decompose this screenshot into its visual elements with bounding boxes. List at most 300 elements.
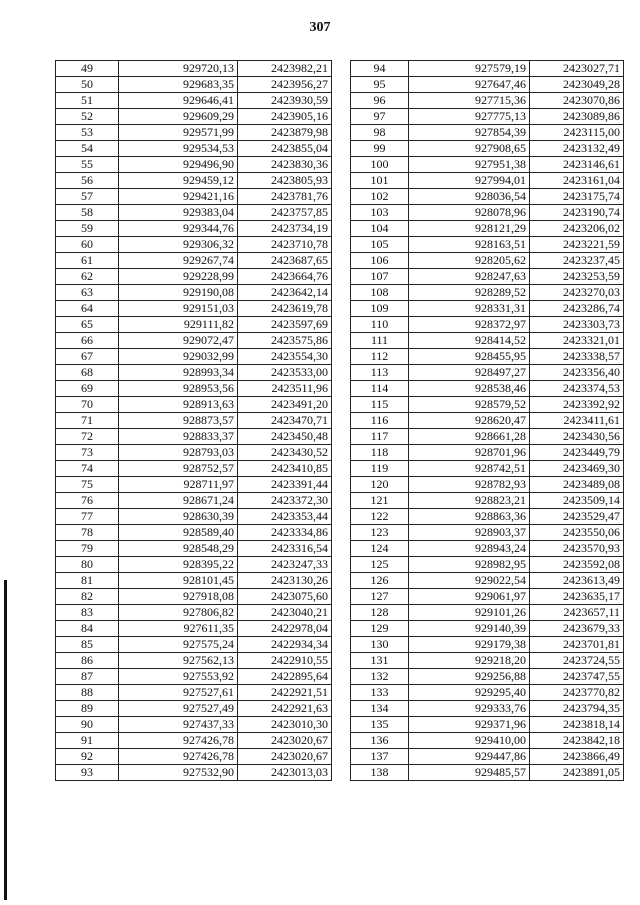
y-coordinate-cell: 2423130,26 <box>238 573 332 589</box>
table-row <box>351 317 624 333</box>
y-coordinate-cell: 2423247,33 <box>238 557 332 573</box>
x-coordinate-cell: 928497,27 <box>409 365 530 381</box>
point-number-cell: 50 <box>56 77 119 93</box>
point-number-cell: 77 <box>56 509 119 525</box>
y-coordinate-cell: 2423550,06 <box>530 525 624 541</box>
x-coordinate-cell: 928121,29 <box>409 221 530 237</box>
table-row <box>56 573 332 589</box>
point-number-cell: 54 <box>56 141 119 157</box>
y-coordinate-cell: 2423509,14 <box>530 493 624 509</box>
table-row <box>351 605 624 621</box>
y-coordinate-cell: 2423470,71 <box>238 413 332 429</box>
point-number-cell: 52 <box>56 109 119 125</box>
table-row <box>351 333 624 349</box>
point-number-cell: 98 <box>351 125 409 141</box>
point-number-cell: 79 <box>56 541 119 557</box>
point-number-cell: 49 <box>56 61 119 77</box>
point-number-cell: 84 <box>56 621 119 637</box>
table-row <box>56 701 332 717</box>
x-coordinate-cell: 928903,37 <box>409 525 530 541</box>
point-number-cell: 123 <box>351 525 409 541</box>
y-coordinate-cell: 2422934,34 <box>238 637 332 653</box>
y-coordinate-cell: 2423491,20 <box>238 397 332 413</box>
x-coordinate-cell: 928548,29 <box>119 541 238 557</box>
table-row <box>56 269 332 285</box>
x-coordinate-cell: 928671,24 <box>119 493 238 509</box>
table-row <box>351 493 624 509</box>
y-coordinate-cell: 2423027,71 <box>530 61 624 77</box>
x-coordinate-cell: 929228,99 <box>119 269 238 285</box>
point-number-cell: 113 <box>351 365 409 381</box>
x-coordinate-cell: 927806,82 <box>119 605 238 621</box>
x-coordinate-cell: 927426,78 <box>119 733 238 749</box>
y-coordinate-cell: 2423115,00 <box>530 125 624 141</box>
point-number-cell: 136 <box>351 733 409 749</box>
table-row <box>56 733 332 749</box>
x-coordinate-cell: 929459,12 <box>119 173 238 189</box>
y-coordinate-cell: 2423190,74 <box>530 205 624 221</box>
x-coordinate-cell: 928414,52 <box>409 333 530 349</box>
y-coordinate-cell: 2423710,78 <box>238 237 332 253</box>
x-coordinate-cell: 927553,92 <box>119 669 238 685</box>
point-number-cell: 73 <box>56 445 119 461</box>
point-number-cell: 108 <box>351 285 409 301</box>
y-coordinate-cell: 2422895,64 <box>238 669 332 685</box>
y-coordinate-cell: 2423592,08 <box>530 557 624 573</box>
x-coordinate-cell: 927647,46 <box>409 77 530 93</box>
table-row <box>56 557 332 573</box>
point-number-cell: 106 <box>351 253 409 269</box>
y-coordinate-cell: 2423356,40 <box>530 365 624 381</box>
point-number-cell: 134 <box>351 701 409 717</box>
table-row <box>56 349 332 365</box>
x-coordinate-cell: 929333,76 <box>409 701 530 717</box>
table-row <box>56 685 332 701</box>
y-coordinate-cell: 2423075,60 <box>238 589 332 605</box>
table-row <box>56 381 332 397</box>
table-row <box>351 157 624 173</box>
y-coordinate-cell: 2423374,53 <box>530 381 624 397</box>
y-coordinate-cell: 2423469,30 <box>530 461 624 477</box>
x-coordinate-cell: 929022,54 <box>409 573 530 589</box>
y-coordinate-cell: 2422921,63 <box>238 701 332 717</box>
y-coordinate-cell: 2423664,76 <box>238 269 332 285</box>
table-row <box>56 493 332 509</box>
table-row <box>351 653 624 669</box>
table-row <box>351 637 624 653</box>
point-number-cell: 61 <box>56 253 119 269</box>
table-row <box>56 237 332 253</box>
y-coordinate-cell: 2423554,30 <box>238 349 332 365</box>
y-coordinate-cell: 2423489,08 <box>530 477 624 493</box>
x-coordinate-cell: 929256,88 <box>409 669 530 685</box>
table-row <box>351 701 624 717</box>
point-number-cell: 67 <box>56 349 119 365</box>
point-number-cell: 126 <box>351 573 409 589</box>
point-number-cell: 87 <box>56 669 119 685</box>
y-coordinate-cell: 2422978,04 <box>238 621 332 637</box>
x-coordinate-cell: 928782,93 <box>409 477 530 493</box>
x-coordinate-cell: 928331,31 <box>409 301 530 317</box>
x-coordinate-cell: 929447,86 <box>409 749 530 765</box>
y-coordinate-cell: 2423303,73 <box>530 317 624 333</box>
y-coordinate-cell: 2423511,96 <box>238 381 332 397</box>
point-number-cell: 56 <box>56 173 119 189</box>
table-row <box>56 173 332 189</box>
table-row <box>56 221 332 237</box>
point-number-cell: 83 <box>56 605 119 621</box>
point-number-cell: 74 <box>56 461 119 477</box>
y-coordinate-cell: 2423270,03 <box>530 285 624 301</box>
table-row <box>351 221 624 237</box>
y-coordinate-cell: 2423237,45 <box>530 253 624 269</box>
y-coordinate-cell: 2423316,54 <box>238 541 332 557</box>
table-row <box>351 125 624 141</box>
x-coordinate-cell: 928036,54 <box>409 189 530 205</box>
y-coordinate-cell: 2423449,79 <box>530 445 624 461</box>
table-row <box>56 93 332 109</box>
x-coordinate-cell: 927527,49 <box>119 701 238 717</box>
y-coordinate-cell: 2423805,93 <box>238 173 332 189</box>
x-coordinate-cell: 927918,08 <box>119 589 238 605</box>
table-row <box>351 509 624 525</box>
x-coordinate-cell: 929421,16 <box>119 189 238 205</box>
x-coordinate-cell: 927562,13 <box>119 653 238 669</box>
y-coordinate-cell: 2423146,61 <box>530 157 624 173</box>
point-number-cell: 57 <box>56 189 119 205</box>
point-number-cell: 99 <box>351 141 409 157</box>
point-number-cell: 137 <box>351 749 409 765</box>
x-coordinate-cell: 928823,21 <box>409 493 530 509</box>
point-number-cell: 85 <box>56 637 119 653</box>
point-number-cell: 51 <box>56 93 119 109</box>
y-coordinate-cell: 2423353,44 <box>238 509 332 525</box>
x-coordinate-cell: 928163,51 <box>409 237 530 253</box>
x-coordinate-cell: 929295,40 <box>409 685 530 701</box>
table-row <box>56 285 332 301</box>
point-number-cell: 58 <box>56 205 119 221</box>
point-number-cell: 53 <box>56 125 119 141</box>
x-coordinate-cell: 928579,52 <box>409 397 530 413</box>
x-coordinate-cell: 929306,32 <box>119 237 238 253</box>
y-coordinate-cell: 2423089,86 <box>530 109 624 125</box>
table-row <box>351 205 624 221</box>
table-row <box>351 397 624 413</box>
x-coordinate-cell: 929101,26 <box>409 605 530 621</box>
table-row <box>351 77 624 93</box>
point-number-cell: 121 <box>351 493 409 509</box>
x-coordinate-cell: 928078,96 <box>409 205 530 221</box>
y-coordinate-cell: 2423747,55 <box>530 669 624 685</box>
table-row <box>351 93 624 109</box>
x-coordinate-cell: 929032,99 <box>119 349 238 365</box>
y-coordinate-cell: 2423040,21 <box>238 605 332 621</box>
table-row <box>351 461 624 477</box>
point-number-cell: 90 <box>56 717 119 733</box>
table-row <box>56 157 332 173</box>
table-row <box>351 109 624 125</box>
table-row <box>351 189 624 205</box>
x-coordinate-cell: 928993,34 <box>119 365 238 381</box>
point-number-cell: 66 <box>56 333 119 349</box>
table-row <box>56 637 332 653</box>
point-number-cell: 78 <box>56 525 119 541</box>
point-number-cell: 129 <box>351 621 409 637</box>
y-coordinate-cell: 2423597,69 <box>238 317 332 333</box>
table-row <box>56 477 332 493</box>
table-row <box>351 445 624 461</box>
point-number-cell: 119 <box>351 461 409 477</box>
y-coordinate-cell: 2423132,49 <box>530 141 624 157</box>
table-row <box>351 365 624 381</box>
table-row <box>56 765 332 781</box>
y-coordinate-cell: 2423701,81 <box>530 637 624 653</box>
y-coordinate-cell: 2423338,57 <box>530 349 624 365</box>
point-number-cell: 102 <box>351 189 409 205</box>
table-row <box>56 141 332 157</box>
x-coordinate-cell: 929218,20 <box>409 653 530 669</box>
table-row <box>351 573 624 589</box>
table-row <box>56 717 332 733</box>
x-coordinate-cell: 929534,53 <box>119 141 238 157</box>
x-coordinate-cell: 927715,36 <box>409 93 530 109</box>
point-number-cell: 128 <box>351 605 409 621</box>
table-row <box>56 413 332 429</box>
point-number-cell: 70 <box>56 397 119 413</box>
table-row <box>56 109 332 125</box>
table-row <box>56 429 332 445</box>
x-coordinate-cell: 928742,51 <box>409 461 530 477</box>
point-number-cell: 64 <box>56 301 119 317</box>
y-coordinate-cell: 2423891,05 <box>530 765 624 781</box>
point-number-cell: 114 <box>351 381 409 397</box>
y-coordinate-cell: 2423855,04 <box>238 141 332 157</box>
point-number-cell: 127 <box>351 589 409 605</box>
x-coordinate-cell: 927527,61 <box>119 685 238 701</box>
x-coordinate-cell: 927437,33 <box>119 717 238 733</box>
table-row <box>351 381 624 397</box>
y-coordinate-cell: 2423410,85 <box>238 461 332 477</box>
point-number-cell: 97 <box>351 109 409 125</box>
y-coordinate-cell: 2423930,59 <box>238 93 332 109</box>
y-coordinate-cell: 2423642,14 <box>238 285 332 301</box>
y-coordinate-cell: 2423049,28 <box>530 77 624 93</box>
x-coordinate-cell: 929151,03 <box>119 301 238 317</box>
x-coordinate-cell: 927575,24 <box>119 637 238 653</box>
table-row <box>56 605 332 621</box>
x-coordinate-cell: 928833,37 <box>119 429 238 445</box>
table-row <box>56 205 332 221</box>
y-coordinate-cell: 2423982,21 <box>238 61 332 77</box>
y-coordinate-cell: 2423321,01 <box>530 333 624 349</box>
x-coordinate-cell: 929344,76 <box>119 221 238 237</box>
x-coordinate-cell: 929496,90 <box>119 157 238 173</box>
x-coordinate-cell: 927579,19 <box>409 61 530 77</box>
table-row <box>56 365 332 381</box>
table-row <box>56 77 332 93</box>
y-coordinate-cell: 2423842,18 <box>530 733 624 749</box>
table-row <box>351 269 624 285</box>
table-row <box>351 141 624 157</box>
table-row <box>351 429 624 445</box>
y-coordinate-cell: 2423533,00 <box>238 365 332 381</box>
y-coordinate-cell: 2423391,44 <box>238 477 332 493</box>
x-coordinate-cell: 929720,13 <box>119 61 238 77</box>
y-coordinate-cell: 2423613,49 <box>530 573 624 589</box>
point-number-cell: 135 <box>351 717 409 733</box>
y-coordinate-cell: 2423020,67 <box>238 749 332 765</box>
point-number-cell: 59 <box>56 221 119 237</box>
x-coordinate-cell: 928538,46 <box>409 381 530 397</box>
point-number-cell: 69 <box>56 381 119 397</box>
point-number-cell: 76 <box>56 493 119 509</box>
table-row <box>351 541 624 557</box>
table-row <box>56 397 332 413</box>
y-coordinate-cell: 2423411,61 <box>530 413 624 429</box>
table-row <box>351 717 624 733</box>
x-coordinate-cell: 929371,96 <box>409 717 530 733</box>
x-coordinate-cell: 928455,95 <box>409 349 530 365</box>
y-coordinate-cell: 2423010,30 <box>238 717 332 733</box>
y-coordinate-cell: 2422921,51 <box>238 685 332 701</box>
point-number-cell: 130 <box>351 637 409 653</box>
point-number-cell: 133 <box>351 685 409 701</box>
table-row <box>351 557 624 573</box>
table-row <box>56 189 332 205</box>
point-number-cell: 103 <box>351 205 409 221</box>
y-coordinate-cell: 2423070,86 <box>530 93 624 109</box>
y-coordinate-cell: 2423392,92 <box>530 397 624 413</box>
x-coordinate-cell: 929061,97 <box>409 589 530 605</box>
table-row <box>56 317 332 333</box>
table-row <box>351 749 624 765</box>
table-row <box>351 765 624 781</box>
table-row <box>56 509 332 525</box>
y-coordinate-cell: 2423724,55 <box>530 653 624 669</box>
y-coordinate-cell: 2423430,56 <box>530 429 624 445</box>
y-coordinate-cell: 2423635,17 <box>530 589 624 605</box>
table-row <box>351 525 624 541</box>
y-coordinate-cell: 2423619,78 <box>238 301 332 317</box>
x-coordinate-cell: 929179,38 <box>409 637 530 653</box>
x-coordinate-cell: 928289,52 <box>409 285 530 301</box>
table-row <box>56 333 332 349</box>
table-row <box>351 685 624 701</box>
y-coordinate-cell: 2423529,47 <box>530 509 624 525</box>
table-row <box>56 445 332 461</box>
table-row <box>351 173 624 189</box>
y-coordinate-cell: 2423956,27 <box>238 77 332 93</box>
y-coordinate-cell: 2423206,02 <box>530 221 624 237</box>
point-number-cell: 111 <box>351 333 409 349</box>
y-coordinate-cell: 2423450,48 <box>238 429 332 445</box>
point-number-cell: 138 <box>351 765 409 781</box>
x-coordinate-cell: 929646,41 <box>119 93 238 109</box>
x-coordinate-cell: 928752,57 <box>119 461 238 477</box>
point-number-cell: 95 <box>351 77 409 93</box>
x-coordinate-cell: 928701,96 <box>409 445 530 461</box>
y-coordinate-cell: 2423570,93 <box>530 541 624 557</box>
point-number-cell: 88 <box>56 685 119 701</box>
y-coordinate-cell: 2423794,35 <box>530 701 624 717</box>
x-coordinate-cell: 928863,36 <box>409 509 530 525</box>
x-coordinate-cell: 928943,24 <box>409 541 530 557</box>
point-number-cell: 91 <box>56 733 119 749</box>
x-coordinate-cell: 927532,90 <box>119 765 238 781</box>
table-row <box>351 349 624 365</box>
x-coordinate-cell: 927994,01 <box>409 173 530 189</box>
x-coordinate-cell: 927611,35 <box>119 621 238 637</box>
point-number-cell: 94 <box>351 61 409 77</box>
y-coordinate-cell: 2423734,19 <box>238 221 332 237</box>
table-row <box>351 477 624 493</box>
table-row <box>351 301 624 317</box>
point-number-cell: 131 <box>351 653 409 669</box>
point-number-cell: 107 <box>351 269 409 285</box>
x-coordinate-cell: 928395,22 <box>119 557 238 573</box>
table-row <box>351 733 624 749</box>
table-row <box>351 669 624 685</box>
point-number-cell: 132 <box>351 669 409 685</box>
x-coordinate-cell: 929410,00 <box>409 733 530 749</box>
point-number-cell: 65 <box>56 317 119 333</box>
table-row <box>351 253 624 269</box>
table-row <box>56 125 332 141</box>
point-number-cell: 117 <box>351 429 409 445</box>
point-number-cell: 109 <box>351 301 409 317</box>
table-row <box>351 413 624 429</box>
x-coordinate-cell: 928913,63 <box>119 397 238 413</box>
point-number-cell: 60 <box>56 237 119 253</box>
x-coordinate-cell: 929383,04 <box>119 205 238 221</box>
y-coordinate-cell: 2423679,33 <box>530 621 624 637</box>
y-coordinate-cell: 2423020,67 <box>238 733 332 749</box>
y-coordinate-cell: 2423757,85 <box>238 205 332 221</box>
y-coordinate-cell: 2423781,76 <box>238 189 332 205</box>
point-number-cell: 116 <box>351 413 409 429</box>
y-coordinate-cell: 2422910,55 <box>238 653 332 669</box>
x-coordinate-cell: 928711,97 <box>119 477 238 493</box>
margin-bar <box>4 580 7 900</box>
point-number-cell: 110 <box>351 317 409 333</box>
y-coordinate-cell: 2423334,86 <box>238 525 332 541</box>
point-number-cell: 89 <box>56 701 119 717</box>
table-row <box>56 461 332 477</box>
table-row <box>56 621 332 637</box>
x-coordinate-cell: 928661,28 <box>409 429 530 445</box>
page-number: 307 <box>309 20 331 35</box>
x-coordinate-cell: 928793,03 <box>119 445 238 461</box>
y-coordinate-cell: 2423286,74 <box>530 301 624 317</box>
point-number-cell: 75 <box>56 477 119 493</box>
x-coordinate-cell: 928101,45 <box>119 573 238 589</box>
y-coordinate-cell: 2423161,04 <box>530 173 624 189</box>
y-coordinate-cell: 2423879,98 <box>238 125 332 141</box>
y-coordinate-cell: 2423770,82 <box>530 685 624 701</box>
y-coordinate-cell: 2423866,49 <box>530 749 624 765</box>
table-row <box>56 301 332 317</box>
x-coordinate-cell: 927854,39 <box>409 125 530 141</box>
point-number-cell: 118 <box>351 445 409 461</box>
table-row <box>56 61 332 77</box>
point-number-cell: 120 <box>351 477 409 493</box>
table-row <box>56 653 332 669</box>
table-row <box>56 541 332 557</box>
x-coordinate-cell: 927775,13 <box>409 109 530 125</box>
x-coordinate-cell: 928630,39 <box>119 509 238 525</box>
point-number-cell: 68 <box>56 365 119 381</box>
table-row <box>351 285 624 301</box>
